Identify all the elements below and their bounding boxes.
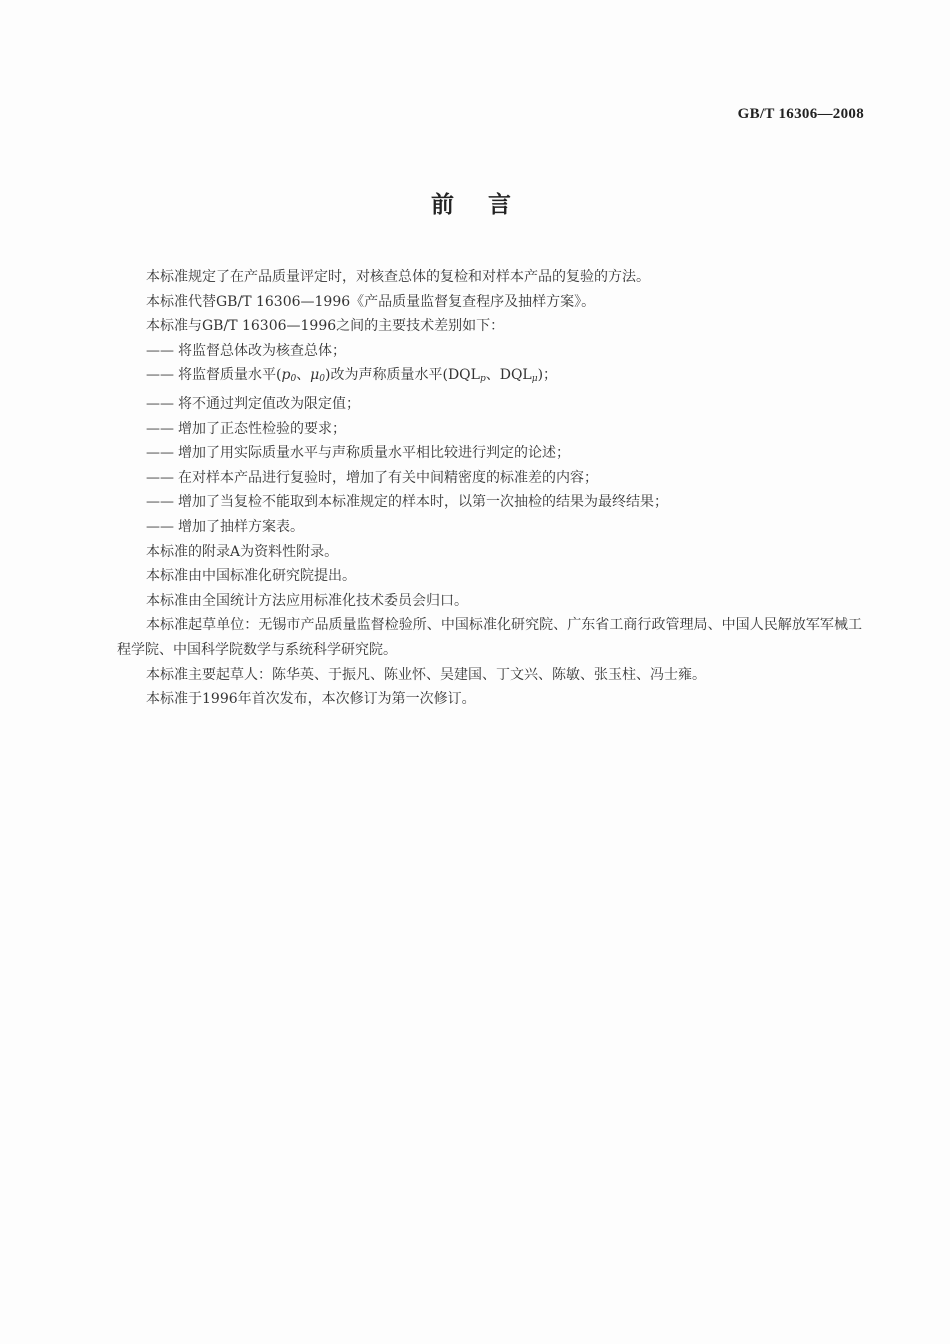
change-item-text: 增加了正态性检验的要求； — [178, 420, 346, 437]
change-item-text: 在对样本产品进行复验时，增加了有关中间精密度的标准差的内容； — [178, 469, 598, 486]
standard-code: GB/T 16306—2008 — [737, 106, 864, 122]
change-item — [117, 490, 862, 515]
change-item-text: )改为声称质量水平(DQL — [325, 367, 480, 384]
symbol-p: p — [281, 367, 291, 384]
dash-marker: —— — [146, 469, 174, 486]
paragraph-appendix: 本标准的附录A为资料性附录。 — [146, 543, 339, 560]
change-item — [117, 417, 862, 442]
subscript: p — [479, 374, 486, 385]
change-item-text: 将不通过判定值改为限定值； — [178, 395, 360, 412]
dash-marker: —— — [146, 420, 174, 437]
paragraph-drafters: 本标准主要起草人：陈华英、于振凡、陈业怀、吴建国、丁文兴、陈敏、张玉柱、冯士雍。 — [146, 666, 706, 683]
paragraph-replaces: 本标准代替GB/T 16306—1996《产品质量监督复查程序及抽样方案》。 — [146, 293, 596, 310]
change-item — [117, 441, 862, 466]
dash-marker: —— — [146, 494, 174, 511]
paragraph-drafting-units: 本标准起草单位：无锡市产品质量监督检验所、中国标准化研究院、广东省工商行政管理局、中国人民解放军军械工程学院、中国科学院数学与系统科学研究院。 — [117, 617, 862, 658]
paragraph-publication-history: 本标准于1996年首次发布，本次修订为第一次修订。 — [146, 691, 476, 708]
change-item — [117, 392, 862, 417]
separator: 、DQL — [485, 367, 532, 384]
dash-marker: —— — [146, 445, 174, 462]
change-item — [117, 339, 862, 364]
paragraph-differences-intro: 本标准与GB/T 16306—1996之间的主要技术差别如下： — [146, 318, 505, 335]
change-item — [117, 466, 862, 491]
change-item-text: 增加了当复检不能取到本标准规定的样本时，以第一次抽检的结果为最终结果； — [178, 494, 668, 511]
document-body — [117, 265, 862, 712]
subscript: 0 — [290, 374, 297, 385]
change-item-text: )； — [537, 367, 558, 384]
subscript: 0 — [319, 374, 326, 385]
symbol-mu: μ — [310, 367, 320, 384]
change-item-text: 增加了用实际质量水平与声称质量水平相比较进行判定的论述； — [178, 445, 570, 462]
change-item — [117, 363, 862, 392]
dash-marker: —— — [146, 342, 174, 359]
paragraph-scope: 本标准规定了在产品质量评定时，对核查总体的复检和对样本产品的复验的方法。 — [146, 269, 650, 285]
paragraph-proposed-by: 本标准由中国标准化研究院提出。 — [146, 568, 356, 585]
page-title: 前言 — [431, 192, 545, 218]
dash-marker: —— — [146, 395, 174, 412]
dash-marker: —— — [146, 367, 174, 384]
paragraph-administered-by: 本标准由全国统计方法应用标准化技术委员会归口。 — [146, 592, 468, 609]
dash-marker: —— — [146, 518, 174, 535]
change-item-text: 将监督质量水平( — [178, 367, 282, 384]
separator: 、 — [296, 367, 311, 384]
change-item-text: 增加了抽样方案表。 — [178, 518, 304, 535]
change-item-text: 将监督总体改为核查总体； — [178, 342, 346, 359]
subscript: μ — [531, 374, 538, 385]
change-item — [117, 515, 862, 540]
